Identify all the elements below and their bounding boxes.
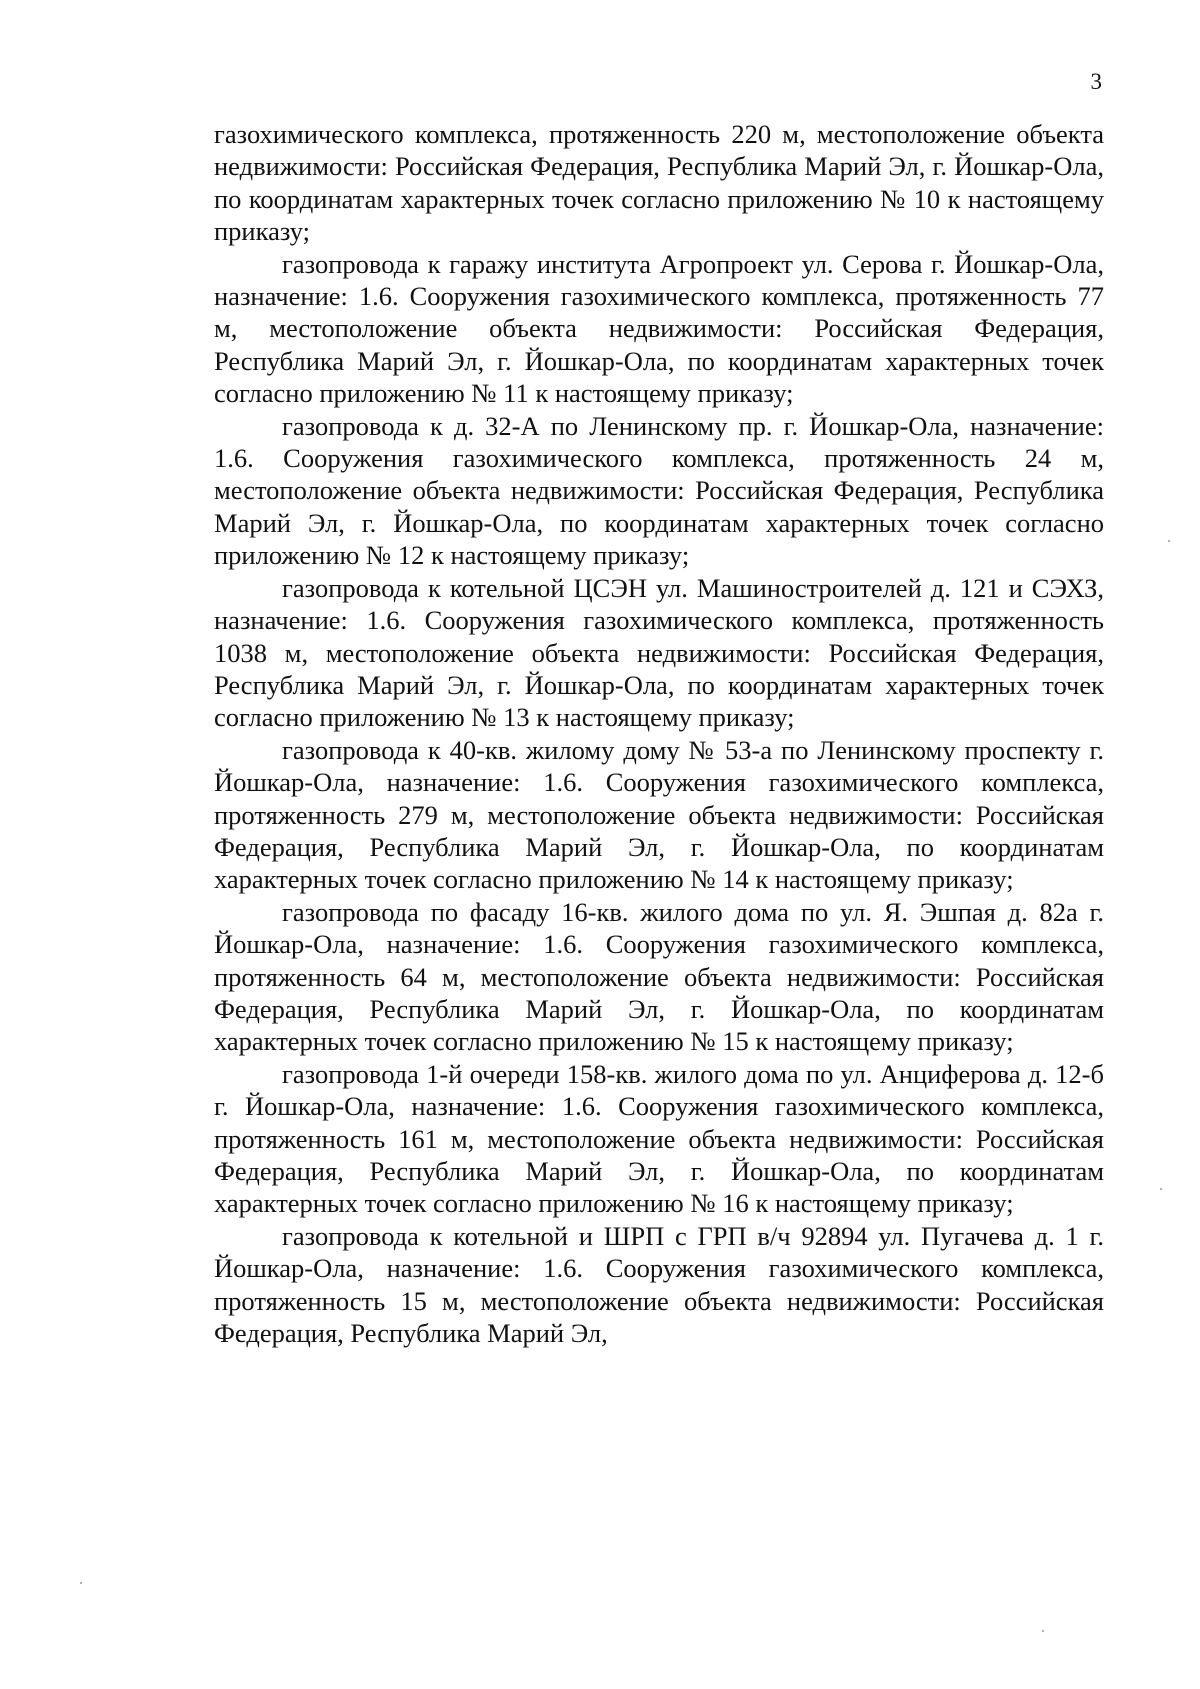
scan-speck — [1042, 1630, 1044, 1632]
paragraph: газопровода 1-й очереди 158-кв. жилого дома по ул. Анциферова д. 12-б г. Йошкар-Ола, назначение: 1.6. Сооружения газохимического комплекса, протяженность 161 м, местоположение объекта недвижимости: Российская Федерация, Республика Марий Эл, г. Йошкар-Ола, по координатам характерных точек согласно приложению № 16 к настоящему приказу; — [214, 1058, 1104, 1219]
paragraph: газопровода к д. 32-А по Ленинскому пр. г. Йошкар-Ола, назначение: 1.6. Сооружения газохимического комплекса, протяженность 24 м, местоположение объекта недвижимости: Российская Федерация, Республика Марий Эл, г. Йошкар-Ола, по координатам характерных точек согласно приложению № 12 к настоящему приказу; — [214, 410, 1104, 571]
paragraph: газопровода к гаражу института Агропроект ул. Серова г. Йошкар-Ола, назначение: 1.6. Сооружения газохимического комплекса, протяженность 77 м, местоположение объекта недвижимости: Российская Федерация, Республика Марий Эл, г. Йошкар-Ола, по координатам характерных точек согласно приложению № 11 к настоящему приказу; — [214, 248, 1104, 409]
paragraph: газопровода по фасаду 16-кв. жилого дома по ул. Я. Эшпая д. 82а г. Йошкар-Ола, назначение: 1.6. Сооружения газохимического комплекса, протяженность 64 м, местоположение объекта недвижимости: Российская Федерация, Республика Марий Эл, г. Йошкар-Ола, по координатам характерных точек согласно приложению № 15 к настоящему приказу; — [214, 896, 1104, 1057]
scan-speck — [80, 1582, 82, 1584]
paragraph: газохимического комплекса, протяженность 220 м, местоположение объекта недвижимости: Российская Федерация, Республика Марий Эл, г. Йошкар-Ола, по координатам характерных точек согласно приложению № 10 к настоящему приказу; — [214, 119, 1104, 247]
page-number: 3 — [1090, 69, 1102, 94]
scan-speck — [1160, 1188, 1162, 1190]
paragraph: газопровода к котельной ЦСЭН ул. Машиностроителей д. 121 и СЭХЗ, назначение: 1.6. Сооружения газохимического комплекса, протяженность 1038 м, местоположение объекта недвижимости: Российская Федерация, Республика Марий Эл, г. Йошкар-Ола, по координатам характерных точек согласно приложению № 13 к настоящему приказу; — [214, 572, 1104, 733]
paragraph: газопровода к 40-кв. жилому дому № 53-а по Ленинскому проспекту г. Йошкар-Ола, назначение: 1.6. Сооружения газохимического комплекса, протяженность 279 м, местоположение объекта недвижимости: Российская Федерация, Республика Марий Эл, г. Йошкар-Ола, по координатам характерных точек согласно приложению № 14 к настоящему приказу; — [214, 734, 1104, 895]
document-body — [214, 118, 1104, 1349]
paragraph: газопровода к котельной и ШРП с ГРП в/ч 92894 ул. Пугачева д. 1 г. Йошкар-Ола, назначение: 1.6. Сооружения газохимического комплекса, протяженность 15 м, местоположение объекта недвижимости: Российская Федерация, Республика Марий Эл, — [214, 1220, 1104, 1349]
scan-speck — [1168, 540, 1170, 542]
